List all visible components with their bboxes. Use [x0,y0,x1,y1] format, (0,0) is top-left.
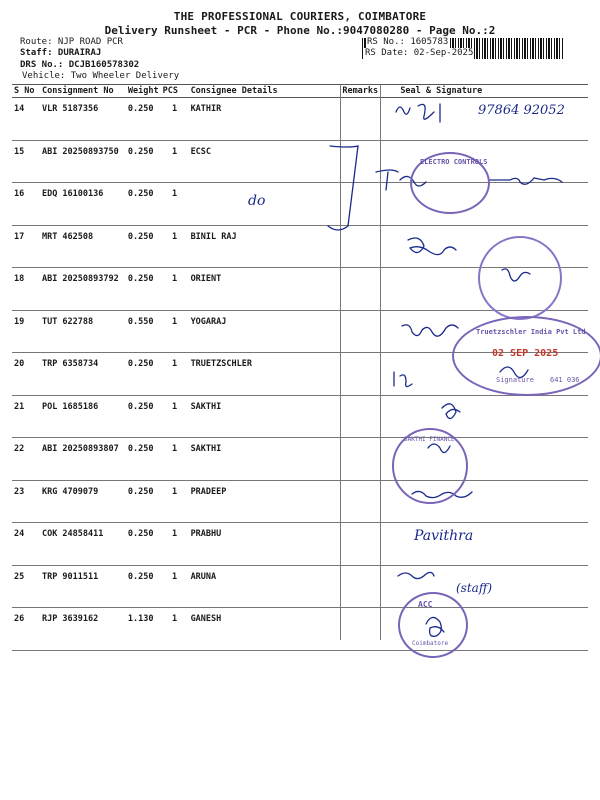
cell-sno: 14 [12,98,40,141]
cell-pcs: 1 [161,523,189,566]
cell-consignment: TRP 6358734 [40,353,126,396]
cell-consignment: TRP 9011511 [40,565,126,608]
cell-consignment: COK 24858411 [40,523,126,566]
cell-weight: 0.250 [126,140,161,183]
acc-stamp [398,592,468,658]
ditto-bracket [328,146,358,230]
cell-sno: 19 [12,310,40,353]
truetzschler-stamp [452,316,600,396]
handwritten-phone: 97864 92052 [478,103,565,118]
cell-sno: 24 [12,523,40,566]
stamp-text-pin: 641 036 [550,376,580,384]
cell-pcs: 1 [161,98,189,141]
col-remarks: Remarks [340,85,380,98]
signature-binil [408,238,456,255]
drs-number: DRS No.: DCJB160578302 [20,60,140,70]
cell-consignment: TUT 622788 [40,310,126,353]
cell-weight: 0.250 [126,565,161,608]
handwritten-pavithra: Pavithra [414,528,474,544]
cell-pcs: 1 [161,225,189,268]
cell-consignment: VLR 5187356 [40,98,126,141]
cell-consignee: ORIENT [189,268,341,311]
cell-weight: 0.250 [126,183,161,226]
signature-sakthi-1 [442,404,460,419]
col-pcs: PCS [161,85,189,98]
vehicle-label: Vehicle: Two Wheeler Delivery [22,71,180,81]
col-weight: Weight [127,86,159,96]
cell-consignee: BINIL RAJ [189,225,341,268]
stamp-text-signature: Signature [496,376,534,384]
cell-consignment: KRG 4709079 [40,480,126,523]
cell-pcs: 1 [161,310,189,353]
col-sno: S No [12,85,40,98]
staff-label: Staff: DURAIRAJ [20,48,102,58]
stamp-text-coimbatore: Coimbatore [412,640,449,647]
cell-weight: 0.250 [126,268,161,311]
cell-weight: 0.250 [126,438,161,481]
cell-pcs: 1 [161,608,189,651]
cell-sno: 26 [12,608,40,651]
handwritten-staff: (staff) [456,581,492,595]
stamp-text-electro: ELECTRO CONTROLS [420,158,488,166]
cell-weight: 0.250 [126,480,161,523]
cell-weight: 0.250 [126,395,161,438]
cell-consignment: MRT 462508 [40,225,126,268]
cell-sno: 18 [12,268,40,311]
cell-consignment: RJP 3639162 [40,608,126,651]
runsheet-title: Delivery Runsheet - PCR - Phone No.:9047080280 - Page No.:2 [104,24,496,37]
cell-pcs: 1 [161,395,189,438]
col-consignment: Consignment No [40,85,126,98]
cell-sno: 23 [12,480,40,523]
rs-number: RS No.: 1605783 [367,37,449,47]
cell-pcs: 1 [161,183,189,226]
cell-consignment: EDQ 16100136 [40,183,126,226]
signature-kathir [396,104,440,122]
cell-pcs: 1 [161,268,189,311]
col-consignee: Consignee Details [189,85,341,98]
cell-consignee: SAKTHI [189,395,341,438]
cell-pcs: 1 [161,565,189,608]
cell-sno: 17 [12,225,40,268]
rs-date: RS Date: 02-Sep-2025 [365,48,474,58]
cell-weight: 0.250 [126,523,161,566]
cell-weight: 0.250 [126,225,161,268]
cell-consignee: ECSC [189,140,341,183]
cell-consignee: PRADEEP [189,480,341,523]
cell-consignment: POL 1685186 [40,395,126,438]
cell-consignee: KATHIR [189,98,341,141]
col-seal-signature: Seal & Signature [380,85,588,98]
sakthi-stamp [392,428,468,504]
cell-consignee: YOGARAJ [189,310,341,353]
signature-aruna [398,572,434,578]
stamp-text-sakthi: SAKTHI FINANCE [404,436,455,443]
cell-consignment: ABI 20250893807 [40,438,126,481]
stamp-date: 02 SEP 2025 [492,348,559,359]
round-stamp [478,236,562,320]
company-name: THE PROFESSIONAL COURIERS, COIMBATORE [173,10,427,23]
cell-pcs: 1 [161,353,189,396]
handwritten-ditto: do [248,193,266,209]
route-label: Route: NJP ROAD PCR [20,37,123,47]
cell-consignment: ABI 20250893750 [40,140,126,183]
cell-weight: 0.250 [126,353,161,396]
cell-consignment: ABI 20250893792 [40,268,126,311]
cell-weight: 0.550 [126,310,161,353]
cell-sno: 25 [12,565,40,608]
cell-weight: 1.130 [126,608,161,651]
cell-consignee: SAKTHI [189,438,341,481]
signature-yogaraj [402,325,458,336]
cell-pcs: 1 [161,480,189,523]
cell-sno: 15 [12,140,40,183]
cell-sno: 22 [12,438,40,481]
stamp-text-truetzschler: Truetzschler India Pvt Ltd [476,328,586,336]
cell-pcs: 1 [161,438,189,481]
cell-sno: 16 [12,183,40,226]
stamp-text-acc: ACC [418,600,433,609]
cell-consignee: GANESH [189,608,341,651]
cell-consignee: TRUETZSCHLER [189,353,341,396]
cell-consignee: ARUNA [189,565,341,608]
electro-controls-stamp [410,152,490,214]
cell-pcs: 1 [161,140,189,183]
cell-consignee: PRABHU [189,523,341,566]
cell-weight: 0.250 [126,98,161,141]
cell-sno: 20 [12,353,40,396]
cell-sno: 21 [12,395,40,438]
